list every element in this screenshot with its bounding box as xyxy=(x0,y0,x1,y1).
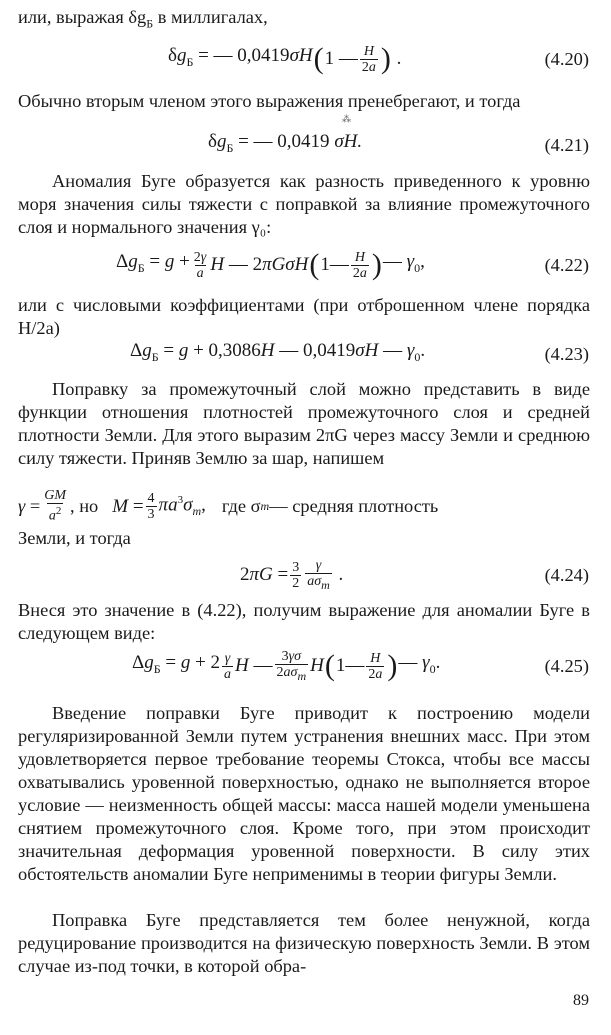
paragraph-earth: Земли, и тогда xyxy=(18,528,131,548)
equation-4-22 xyxy=(0,242,611,288)
paragraph-substitute: Внеся это значение в (4.22), получим выражение для аномалии Буге в следующем виде: xyxy=(18,600,590,643)
paragraph-numeric: или с числовыми коэффициентами (при отброшенном члене порядка H/2a) xyxy=(18,295,590,338)
text-line-gamma: γ = $\frac{GM}{a^2}$ , но M = $\frac{4}{3}$ $\pi a^3\sigma_m$, где σ m — средняя плотность xyxy=(18,488,439,524)
text-fragment: , но xyxy=(70,495,99,516)
equation-4-25 xyxy=(0,643,611,689)
paragraph-unnecessary: Поправка Буге представляется тем более ненужной, когда редуцирование производится на физическую поверхность Земли. В этом случае из-под точки, в которой обра- xyxy=(18,910,590,976)
subscript: Б xyxy=(146,16,154,31)
equation-number: (4.25) xyxy=(544,656,589,676)
equation-4-23 xyxy=(0,331,611,377)
equation-number: (4.21) xyxy=(544,135,589,155)
paragraph-intermediate-layer: Поправку за промежуточный слой можно представить в виде функции отношения плотностей промежуточного слоя и средней плотности Земли. Для этого выразим 2πG через массу Земли и среднюю силу тяжести. Приняв Землю за шар, напишем xyxy=(18,379,590,468)
equation-number: (4.24) xyxy=(544,565,589,585)
scan-mark: ⁂ xyxy=(342,114,351,124)
equation-body: $\Delta g_Б = g + 0,3086H$ — 0,0419σH — $\gamma_0$. xyxy=(130,340,426,364)
equation-4-21 xyxy=(0,122,611,168)
page-number: 89 xyxy=(573,992,589,1009)
equation-body: $\delta g_Б$ = — 0,0419σH ( 1 — $\frac{H}{2a}$ ) . xyxy=(168,42,402,75)
text-fragment: — средняя плотность xyxy=(269,495,439,516)
text-fragment: где σ xyxy=(221,495,261,516)
text-fragment: в миллигалах, xyxy=(153,7,268,27)
equation-body: $\Delta g_Б = g$ + $\frac{2\gamma}{a}$ H — 2πGσH ( 1— $\frac{H}{2a}$ ) — $\gamma_0$, xyxy=(116,248,425,281)
paragraph-bouguer-correction: Введение поправки Буге приводит к построению модели регуляризированной Земли путем устранения внешних масс. При этом удовлетворяется первое требование теоремы Стокса, чтобы все массы охватывались уровенной поверхностью, однако не выполняется второе условие — неизменность общей массы: масса нашей модели уменьшена снятием промежуточного слоя. Кроме того, при этом происходит значительная деформация уровенной поверхности. В силу этих обстоятельств аномалии Буге неприменимы в теории фигуры Земли. xyxy=(18,703,590,884)
text-fragment: или, выражая δg xyxy=(18,7,147,27)
equation-body: 2πG = $\frac{3}{2}$ $\frac{\gamma}{a\sigma_m}$ . xyxy=(240,557,344,592)
paragraph-neglect: Обычно вторым членом этого выражения пренебрегают, и тогда xyxy=(18,91,521,111)
equation-4-20 xyxy=(0,36,611,82)
equation-body: $\delta g_Б$ = — 0,0419 σH. xyxy=(208,131,363,155)
equation-body: $\Delta g_Б = g + 2$ $\frac{\gamma}{a}$ H — $\frac{3\gamma\sigma}{2a\sigma_m}$ H ( 1— $\frac{H}{2a}$ ) — $\gamma_0$. xyxy=(132,648,441,683)
equation-number: (4.22) xyxy=(544,255,589,275)
equation-number: (4.20) xyxy=(544,49,589,69)
paragraph-bouguer-anomaly: Аномалия Буге образуется как разность приведенного к уровню моря значения силы тяжести с поправкой за влияние промежуточного слоя и нормального значения γ₀: xyxy=(18,171,590,237)
equation-4-24 xyxy=(0,552,611,598)
equation-number: (4.23) xyxy=(544,344,589,364)
text-line-intro xyxy=(18,6,268,36)
